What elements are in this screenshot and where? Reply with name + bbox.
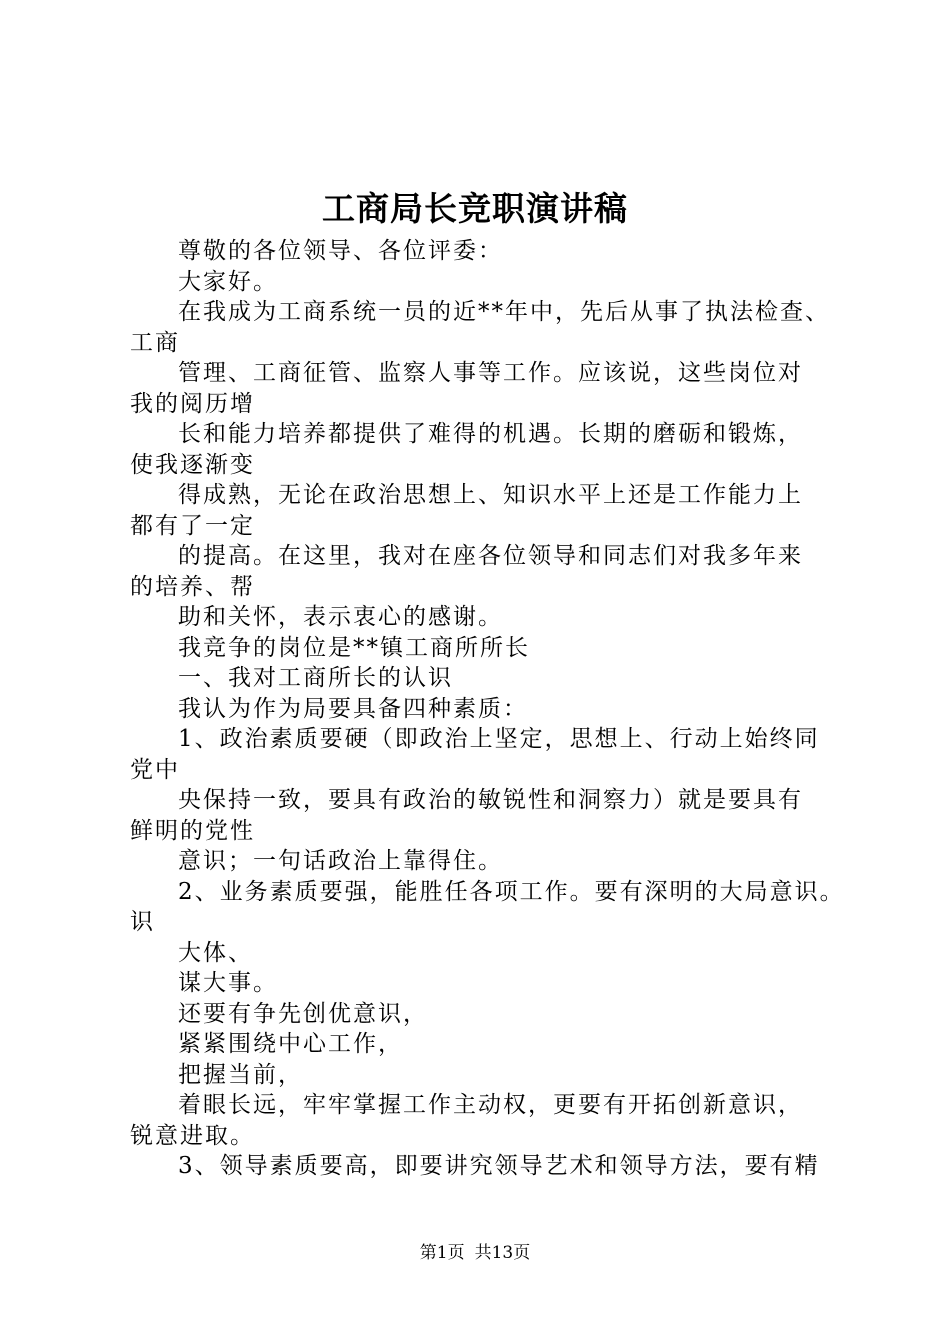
body-line: 我认为作为局要具备四种素质： bbox=[178, 695, 528, 722]
body-line: 把握当前， bbox=[178, 1061, 303, 1088]
body-line: 工商 bbox=[130, 329, 180, 356]
body-line: 2、业务素质要强，能胜任各项工作。要有深明的大局意识。 bbox=[178, 878, 845, 905]
body-line: 一、我对工商所长的认识 bbox=[178, 665, 453, 691]
body-line: 我的阅历增 bbox=[130, 390, 255, 417]
body-line: 在我成为工商系统一员的近**年中，先后从事了执法检查、 bbox=[178, 299, 830, 325]
body-line: 的提高。在这里，我对在座各位领导和同志们对我多年来 bbox=[178, 543, 803, 569]
document-body bbox=[130, 236, 860, 1182]
body-line: 谋大事。 bbox=[178, 970, 278, 996]
body-line: 使我逐渐变 bbox=[130, 451, 255, 478]
body-line: 管理、工商征管、监察人事等工作。应该说，这些岗位对 bbox=[178, 360, 803, 386]
body-line: 着眼长远，牢牢掌握工作主动权，更要有开拓创新意识， bbox=[178, 1092, 803, 1118]
page-number: 第1页 bbox=[419, 1243, 465, 1263]
body-line: 锐意进取。 bbox=[130, 1122, 255, 1149]
document-title: 工商局长竞职演讲稿 bbox=[322, 189, 628, 228]
body-line: 大家好。 bbox=[178, 268, 278, 295]
body-line: 得成熟，无论在政治思想上、知识水平上还是工作能力上 bbox=[178, 482, 803, 508]
page-footer bbox=[0, 1241, 950, 1265]
body-line: 都有了一定 bbox=[130, 512, 255, 539]
body-line: 识 bbox=[130, 909, 155, 935]
body-line: 央保持一致，要具有政治的敏锐性和洞察力）就是要具有 bbox=[178, 787, 803, 813]
body-line: 尊敬的各位领导、各位评委： bbox=[178, 238, 503, 264]
body-line: 还要有争先创优意识， bbox=[178, 1000, 428, 1027]
page-total: 共13页 bbox=[474, 1243, 531, 1263]
body-line: 长和能力培养都提供了难得的机遇。长期的磨砺和锻炼， bbox=[178, 421, 803, 447]
body-line: 助和关怀，表示衷心的感谢。 bbox=[178, 604, 503, 630]
body-line: 1、政治素质要硬（即政治上坚定，思想上、行动上始终同 bbox=[178, 726, 820, 752]
body-line: 鲜明的党性 bbox=[130, 817, 255, 844]
body-line: 我竞争的岗位是**镇工商所所长 bbox=[178, 634, 530, 661]
body-line: 意识；一句话政治上靠得住。 bbox=[178, 848, 503, 874]
body-line: 3、领导素质要高，即要讲究领导艺术和领导方法，要有精 bbox=[178, 1153, 820, 1179]
body-line: 紧紧围绕中心工作， bbox=[178, 1031, 403, 1057]
body-line: 大体、 bbox=[178, 939, 253, 966]
body-line: 的培养、帮 bbox=[130, 573, 255, 600]
body-line: 党中 bbox=[130, 756, 180, 783]
